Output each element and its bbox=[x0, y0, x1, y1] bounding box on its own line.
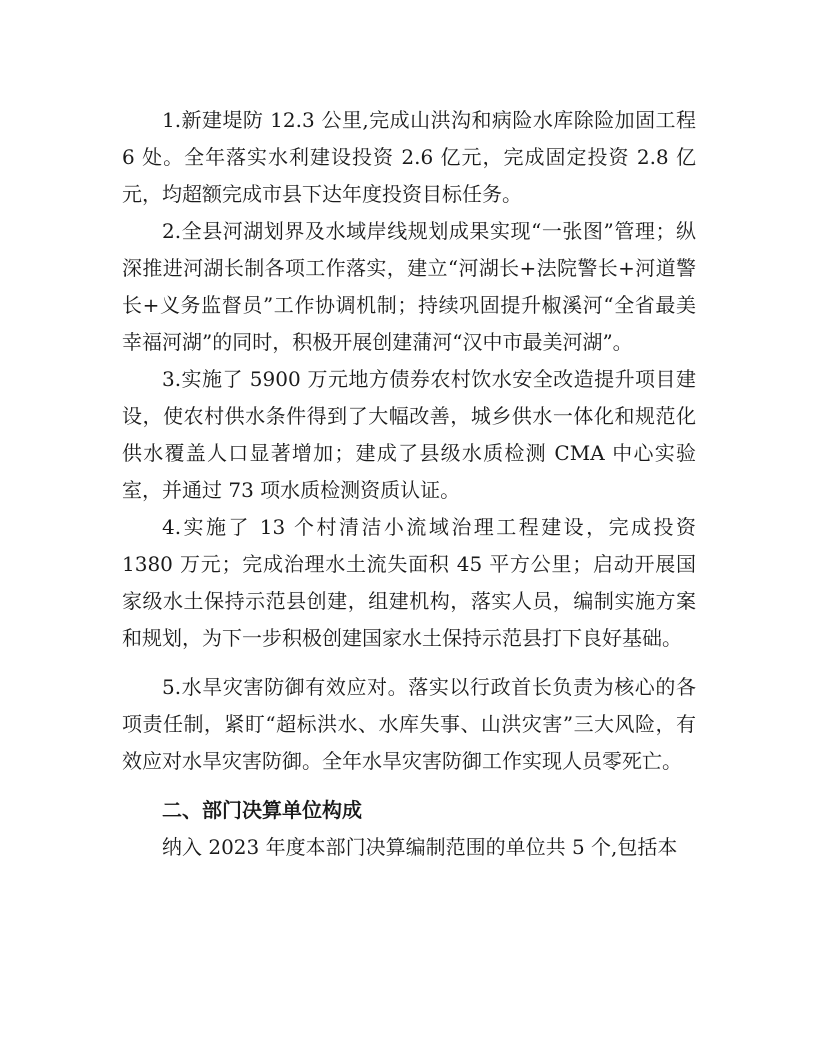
paragraph-3: 3.实施了 5900 万元地方债券农村饮水安全改造提升项目建设，使农村供水条件得到了大幅改善，城乡供水一体化和规范化供水覆盖人口显著增加；建成了县级水质检测 CMA 中心实验室，并通过 73 项水质检测资质认证。 bbox=[122, 367, 696, 502]
paragraph-5: 5.水旱灾害防御有效应对。落实以行政首长负责为核心的各项责任制，紧盯“超标洪水、水库失事、山洪灾害”三大风险，有效应对水旱灾害防御。全年水旱灾害防御工作实现人员零死亡。 bbox=[122, 675, 696, 773]
paragraph-2: 2.全县河湖划界及水域岸线规划成果实现“一张图”管理；纵深推进河湖长制各项工作落实，建立“河湖长+法院警长+河道警长+义务监督员”工作协调机制；持续巩固提升椒溪河“全省最美幸福河湖”的同时，积极开展创建蒲河“汉中市最美河湖”。 bbox=[122, 219, 696, 354]
document-body bbox=[122, 102, 696, 866]
paragraph-4: 4.实施了 13 个村清洁小流域治理工程建设，完成投资 1380 万元；完成治理水土流失面积 45 平方公里；启动开展国家级水土保持示范县创建，组建机构，落实人员，编制实施方案和规划，为下一步积极创建国家水土保持示范县打下良好基础。 bbox=[122, 515, 696, 650]
paragraph-1: 1.新建堤防 12.3 公里,完成山洪沟和病险水库除险加固工程 6 处。全年落实水利建设投资 2.6 亿元，完成固定投资 2.8 亿元，均超额完成市县下达年度投资目标任务。 bbox=[122, 108, 696, 206]
section-heading: 二、部门决算单位构成 bbox=[162, 798, 362, 822]
paragraph-last: 纳入 2023 年度本部门决算编制范围的单位共 5 个,包括本 bbox=[162, 835, 678, 859]
